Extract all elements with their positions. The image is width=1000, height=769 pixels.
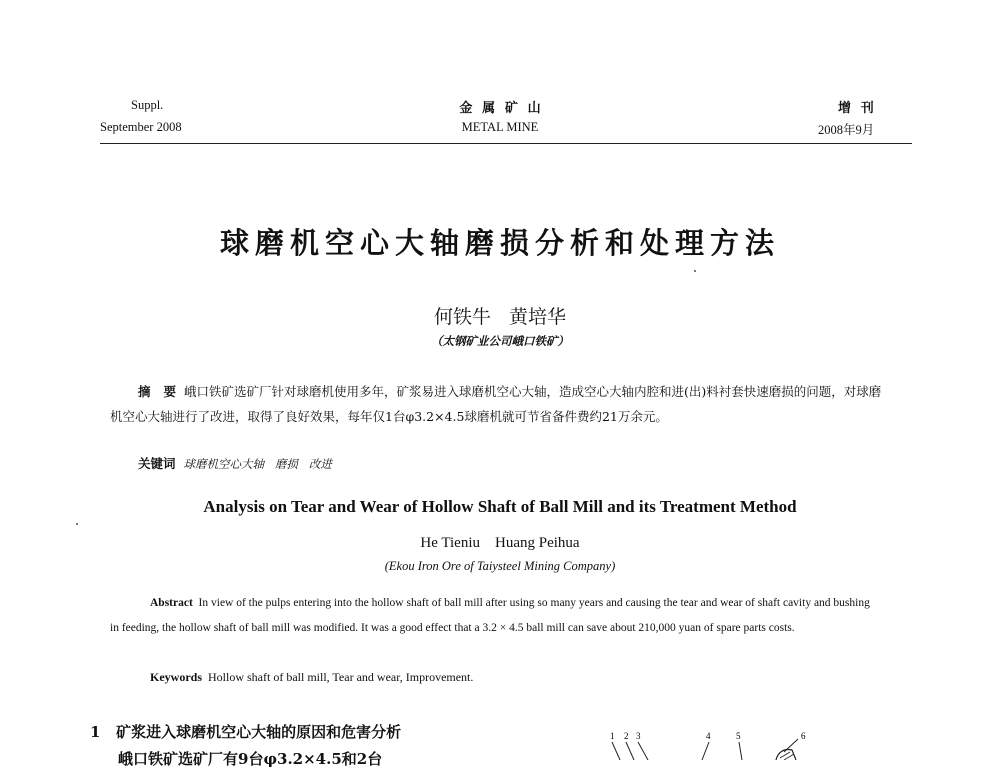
abstract-cn-label: 摘 要 — [138, 384, 177, 399]
paper-title-en: Analysis on Tear and Wear of Hollow Shaft of Ball Mill and its Treatment Method — [203, 497, 797, 516]
leader-line-5 — [739, 742, 742, 760]
abstract-cn — [110, 379, 890, 429]
header-rule — [100, 143, 912, 144]
scan-speck — [694, 270, 696, 272]
authors-en: He Tieniu Huang Peihua — [420, 535, 580, 551]
affiliation-cn: （太钢矿业公司峨口铁矿） — [431, 334, 569, 348]
section-1-body: 峨口铁矿选矿厂有9台φ3.2×4.5和2台 — [118, 750, 383, 768]
leader-line-2 — [626, 742, 634, 760]
header-date-cn: 2008年9月 — [818, 123, 875, 137]
header-supplement-cn: 增 刊 — [838, 100, 874, 115]
abstract-cn-text: 峨口铁矿选矿厂针对球磨机使用多年，矿浆易进入球磨机空心大轴，造成空心大轴内腔和进(出)料衬套快速磨损的问题，对球磨机空心大轴进行了改进，取得了良好效果，每年仅1台φ3.2×4.5球磨机就可节省备件费约21万余元。 — [110, 384, 882, 424]
header-date-en: September 2008 — [100, 120, 182, 134]
mill-figure — [598, 728, 818, 760]
scan-speck — [76, 523, 78, 525]
keywords-cn-label: 关键词 — [138, 456, 176, 471]
section-1-heading — [90, 721, 401, 742]
affiliation-en: (Ekou Iron Ore of Taiysteel Mining Company) — [384, 559, 616, 573]
keywords-cn — [138, 454, 332, 472]
abstract-en-text: In view of the pulps entering into the hollow shaft of ball mill after using so many years and causing the tear and wear of shaft cavity and bushing in feeding, the hollow shaft of ball mill was modified. It was a good effect that a 3.2 × 4.5 ball mill can save about 210,000 yuan of spare parts costs. — [110, 597, 870, 634]
figure-label-6: 6 — [801, 731, 806, 741]
abstract-en-label: Abstract — [150, 597, 193, 609]
journal-name-cn: 金 属 矿 山 — [459, 100, 541, 115]
section-1-number: 1 — [90, 723, 101, 741]
abstract-en — [110, 591, 880, 640]
figure-label-4: 4 — [706, 731, 711, 741]
leader-line-4 — [702, 742, 709, 760]
figure-label-1: 1 — [610, 731, 615, 741]
figure-label-3: 3 — [636, 731, 641, 741]
authors-cn: 何铁牛 黄培华 — [433, 306, 567, 328]
keywords-en-label: Keywords — [150, 670, 202, 684]
leader-line-1 — [612, 742, 620, 760]
section-1-title: 矿浆进入球磨机空心大轴的原因和危害分析 — [116, 723, 402, 741]
header-suppl: Suppl. — [131, 98, 164, 112]
journal-name-en: METAL MINE — [461, 120, 539, 134]
keywords-cn-text: 球磨机空心大轴 磨损 改进 — [183, 457, 332, 471]
keywords-en-text: Hollow shaft of ball mill, Tear and wear, Improvement. — [208, 670, 474, 684]
figure-label-5: 5 — [736, 731, 741, 741]
figure-label-2: 2 — [624, 731, 629, 741]
leader-line-3 — [638, 742, 648, 760]
paper-title-cn: 球磨机空心大轴磨损分析和处理方法 — [219, 226, 780, 260]
keywords-en — [150, 670, 473, 685]
